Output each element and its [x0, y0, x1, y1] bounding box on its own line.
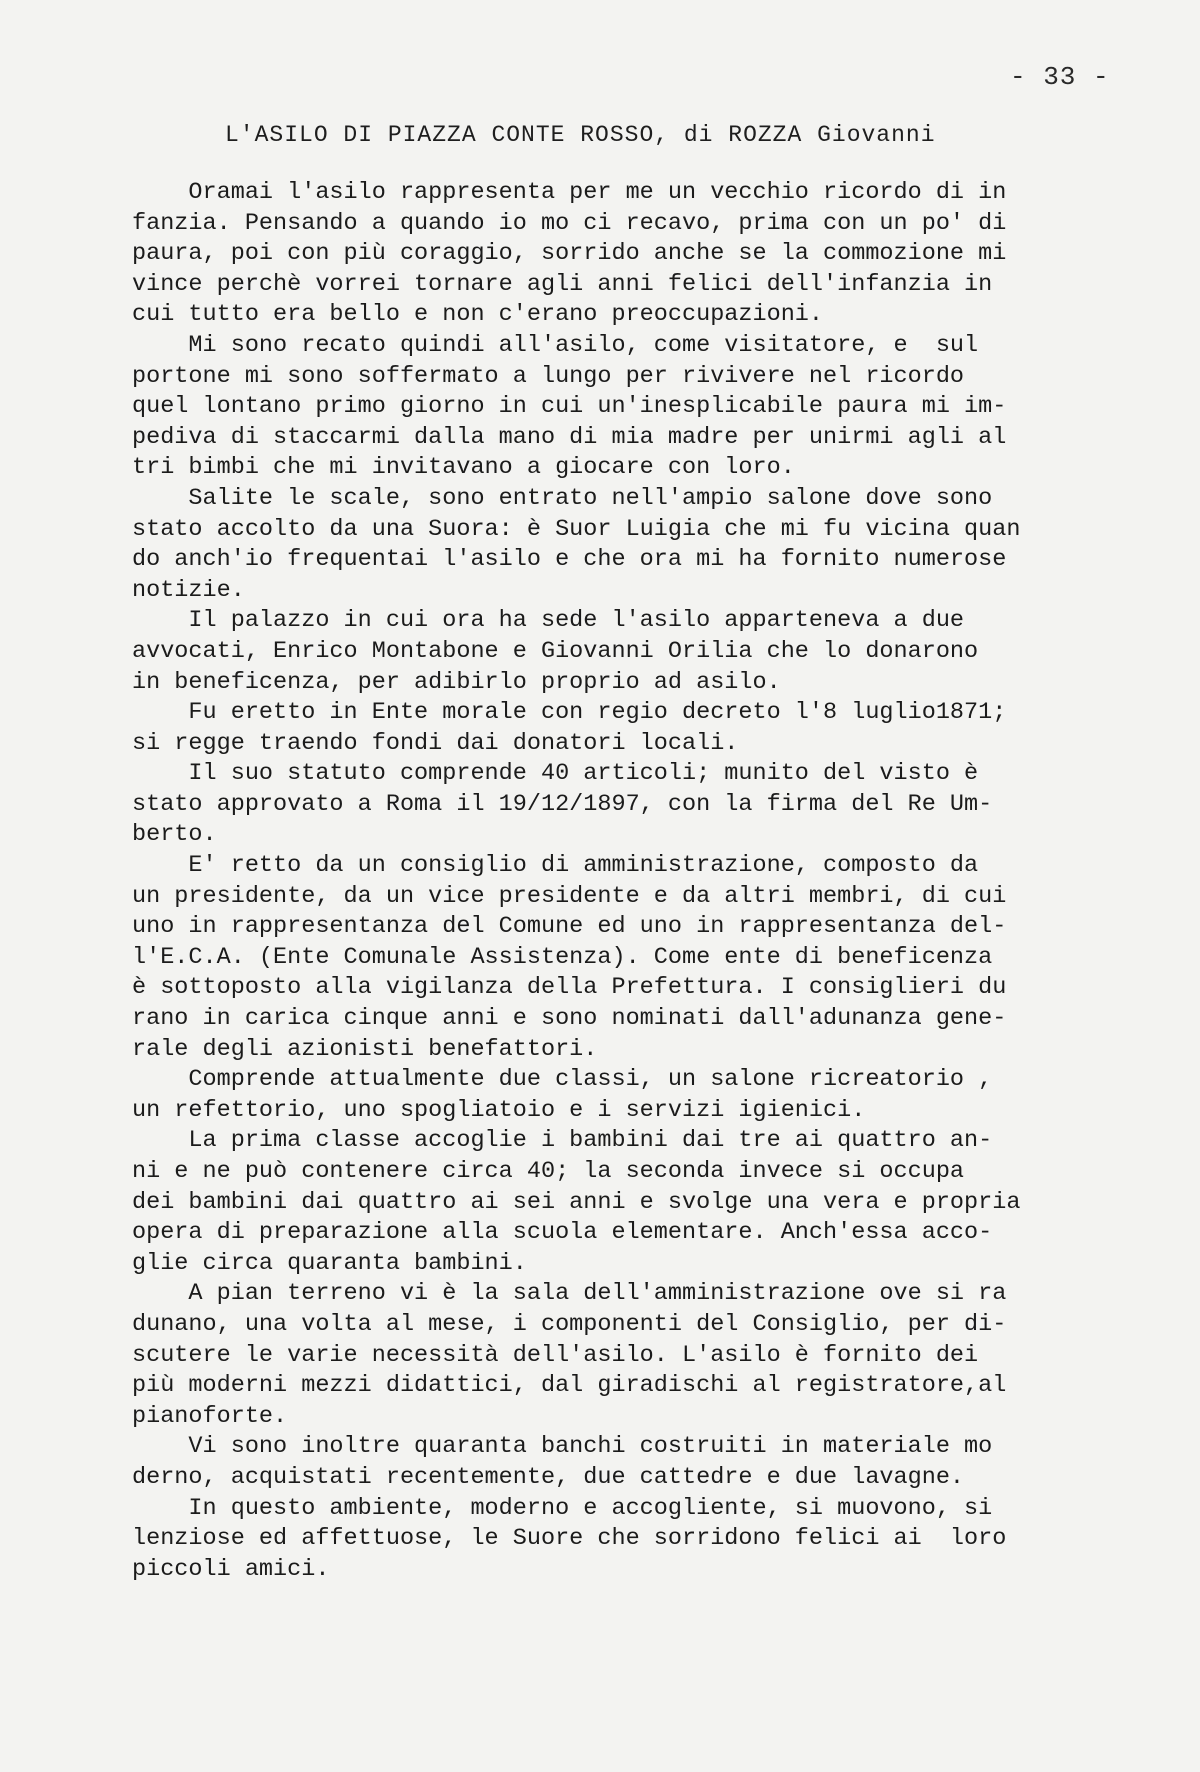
text-line: Fu eretto in Ente morale con regio decreto l'8 luglio1871;	[132, 699, 1007, 727]
text-line: uno in rappresentanza del Comune ed uno in rappresentanza del-	[132, 913, 1007, 941]
text-line: pianoforte.	[132, 1402, 288, 1430]
text-line: Oramai l'asilo rappresenta per me un vecchio ricordo di in	[132, 179, 1007, 206]
text-line: lenziose ed affettuose, le Suore che sorridono felici ai loro	[132, 1525, 1007, 1553]
text-line: portone mi sono soffermato a lungo per rivivere nel ricordo	[132, 362, 965, 390]
text-line: paura, poi con più coraggio, sorrido anche se la commozione mi	[132, 240, 1007, 268]
document-title: L'ASILO DI PIAZZA CONTE ROSSO, di ROZZA Giovanni	[225, 122, 936, 148]
text-line: E' retto da un consiglio di amministrazione, composto da	[132, 852, 979, 880]
text-line: ni e ne può contenere circa 40; la seconda invece si occupa	[132, 1158, 965, 1185]
text-line: Comprende attualmente due classi, un salone ricreatorio ,	[132, 1066, 993, 1094]
text-line: avvocati, Enrico Montabone e Giovanni Orilia che lo donarono	[132, 637, 979, 665]
text-line: berto.	[132, 821, 217, 849]
text-line: stato accolto da una Suora: è Suor Luigia che mi fu vicina quan	[132, 515, 1021, 543]
text-line: un refettorio, uno spogliatoio e i servizi igienici.	[132, 1096, 866, 1124]
text-line: Vi sono inoltre quaranta banchi costruiti in materiale mo	[132, 1433, 993, 1461]
body-text	[132, 178, 1112, 1585]
text-line: un presidente, da un vice presidente e da altri membri, di cui	[132, 882, 1007, 910]
text-line: do anch'io frequentai l'asilo e che ora mi ha fornito numerose	[132, 546, 1007, 574]
text-line: Salite le scale, sono entrato nell'ampio salone dove sono	[132, 484, 993, 512]
text-line: fanzia. Pensando a quando io mo ci recavo, prima con un po' di	[132, 209, 1007, 237]
text-line: La prima classe accoglie i bambini dai tre ai quattro an-	[132, 1127, 993, 1155]
text-line: dunano, una volta al mese, i componenti del Consiglio, per di-	[132, 1310, 1007, 1338]
text-line: Mi sono recato quindi all'asilo, come visitatore, e sul	[132, 331, 979, 359]
text-line: Il palazzo in cui ora ha sede l'asilo apparteneva a due	[132, 607, 965, 635]
text-line: Il suo statuto comprende 40 articoli; munito del visto è	[132, 760, 979, 788]
text-line: scutere le varie necessità dell'asilo. L'asilo è fornito dei	[132, 1341, 979, 1369]
text-line: rano in carica cinque anni e sono nominati dall'adunanza gene-	[132, 1005, 1007, 1033]
text-line: opera di preparazione alla scuola elementare. Anch'essa acco-	[132, 1219, 993, 1247]
text-line: stato approvato a Roma il 19/12/1897, con la firma del Re Um-	[132, 790, 993, 818]
text-line: glie circa quaranta bambini.	[132, 1249, 527, 1277]
text-line: notizie.	[132, 576, 245, 604]
text-line: tri bimbi che mi invitavano a giocare con loro.	[132, 454, 795, 482]
text-line: in beneficenza, per adibirlo proprio ad asilo.	[132, 668, 781, 696]
text-line: è sottoposto alla vigilanza della Prefettura. I consiglieri du	[132, 974, 1007, 1002]
text-line: piccoli amici.	[132, 1555, 330, 1583]
text-line: dei bambini dai quattro ai sei anni e svolge una vera e propria	[132, 1188, 1021, 1216]
text-line: l'E.C.A. (Ente Comunale Assistenza). Come ente di beneficenza	[132, 943, 993, 971]
text-line: si regge traendo fondi dai donatori locali.	[132, 729, 739, 757]
text-line: quel lontano primo giorno in cui un'inesplicabile paura mi im-	[132, 393, 1007, 421]
text-line: più moderni mezzi didattici, dal giradischi al registratore,al	[132, 1372, 1007, 1400]
text-line: cui tutto era bello e non c'erano preoccupazioni.	[132, 301, 824, 329]
text-line: vince perchè vorrei tornare agli anni felici dell'infanzia in	[132, 270, 993, 298]
page-number: - 33 -	[1010, 62, 1110, 92]
text-line: rale degli azionisti benefattori.	[132, 1035, 598, 1063]
text-line: derno, acquistati recentemente, due cattedre e due lavagne.	[132, 1463, 965, 1491]
text-line: pediva di staccarmi dalla mano di mia madre per unirmi agli al	[132, 423, 1007, 451]
text-line: In questo ambiente, moderno e accogliente, si muovono, si	[132, 1494, 993, 1522]
text-line: A pian terreno vi è la sala dell'amministrazione ove si ra	[132, 1280, 1007, 1308]
